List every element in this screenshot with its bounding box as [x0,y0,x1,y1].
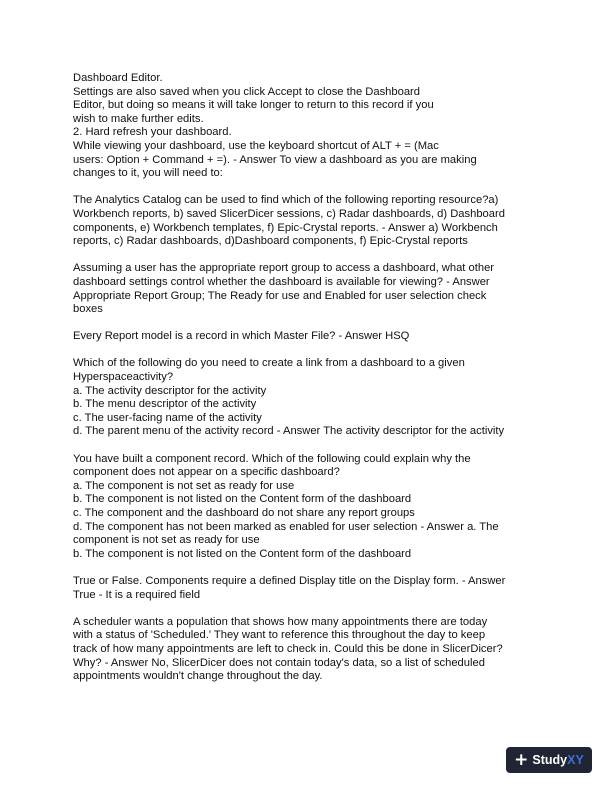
paragraph [73,357,543,439]
paragraph-gap [73,344,543,358]
paragraph [73,330,543,344]
text-line: b. The component is not listed on the Content form of the dashboard [73,547,412,560]
text-line: d. The parent menu of the activity record - Answer The activity descriptor for the activity [73,425,505,438]
text-line: wish to make further edits. [73,112,204,125]
text-line: component does not appear on a specific dashboard? [73,466,340,479]
logo-text [532,753,583,767]
text-line: b. The menu descriptor of the activity [73,398,257,411]
paragraph-gap [73,602,543,616]
text-line: Which of the following do you need to create a link from a dashboard to a given [73,357,465,370]
text-line: a. The activity descriptor for the activity [73,384,267,397]
text-line: components, e) Workbench templates, f) Epic-Crystal reports. - Answer a) Workbench [73,221,498,234]
text-line: component is not set as ready for use [73,534,260,547]
paragraph [73,262,543,316]
text-line: with a status of 'Scheduled.' They want to reference this throughout the day to keep [73,629,486,642]
paragraph [73,616,543,684]
text-line: True or False. Components require a defined Display title on the Display form. - Answer [73,574,506,587]
text-line: a. The component is not set as ready for use [73,479,295,492]
text-line: Editor, but doing so means it will take longer to return to this record if you [73,99,434,112]
text-line: Why? - Answer No, SlicerDicer does not contain today's data, so a list of scheduled [73,656,485,669]
text-line: boxes [73,303,103,316]
text-line: c. The user-facing name of the activity [73,411,262,424]
text-line: users: Option + Command + =). - Answer To view a dashboard as you are making [73,153,477,166]
document-body [73,72,543,684]
text-line: Workbench reports, b) saved SlicerDicer sessions, c) Radar dashboards, d) Dashboard [73,207,505,220]
text-line: reports, c) Radar dashboards, d)Dashboard components, f) Epic-Crystal reports [73,235,468,248]
text-line: dashboard settings control whether the dashboard is available for viewing? - Answer [73,275,490,288]
studyxy-logo[interactable] [506,747,592,773]
text-line: 2. Hard refresh your dashboard. [73,126,232,139]
text-line: Hyperspaceactivity? [73,371,174,384]
text-line: Settings are also saved when you click Accept to close the Dashboard [73,85,421,98]
paragraph [73,575,543,602]
text-line: Appropriate Report Group; The Ready for use and Enabled for user selection check [73,289,487,302]
text-line: b. The component is not listed on the Content form of the dashboard [73,493,412,506]
text-line: c. The component and the dashboard do not share any report groups [73,507,415,519]
text-line: Every Report model is a record in which Master File? - Answer HSQ [73,330,410,343]
logo-text-main: Study [532,753,568,767]
paragraph-gap [73,439,543,453]
paragraph [73,72,543,181]
paragraph-gap [73,317,543,331]
paragraph-gap [73,561,543,575]
text-line: Dashboard Editor. [73,72,163,84]
paragraph-gap [73,249,543,263]
text-line: Assuming a user has the appropriate report group to access a dashboard, what other [73,262,495,275]
text-line: True - It is a required field [73,588,201,601]
text-line: The Analytics Catalog can be used to find which of the following reporting resource?a) [73,194,499,207]
text-line: changes to it, you will need to: [73,167,223,180]
text-line: While viewing your dashboard, use the keyboard shortcut of ALT + = (Mac [73,139,439,152]
text-line: A scheduler wants a population that shows how many appointments there are today [73,615,488,628]
paragraph-gap [73,181,543,195]
logo-text-accent: XY [567,753,584,767]
text-line: track of how many appointments are left to check in. Could this be done in SlicerDicer? [73,642,503,655]
plus-icon: + [514,749,529,770]
text-line: appointments wouldn't change throughout the day. [73,670,323,683]
text-line: d. The component has not been marked as enabled for user selection - Answer a. The [73,520,499,533]
text-line: You have built a component record. Which of the following could explain why the [73,452,471,465]
paragraph [73,194,543,248]
paragraph [73,453,543,562]
